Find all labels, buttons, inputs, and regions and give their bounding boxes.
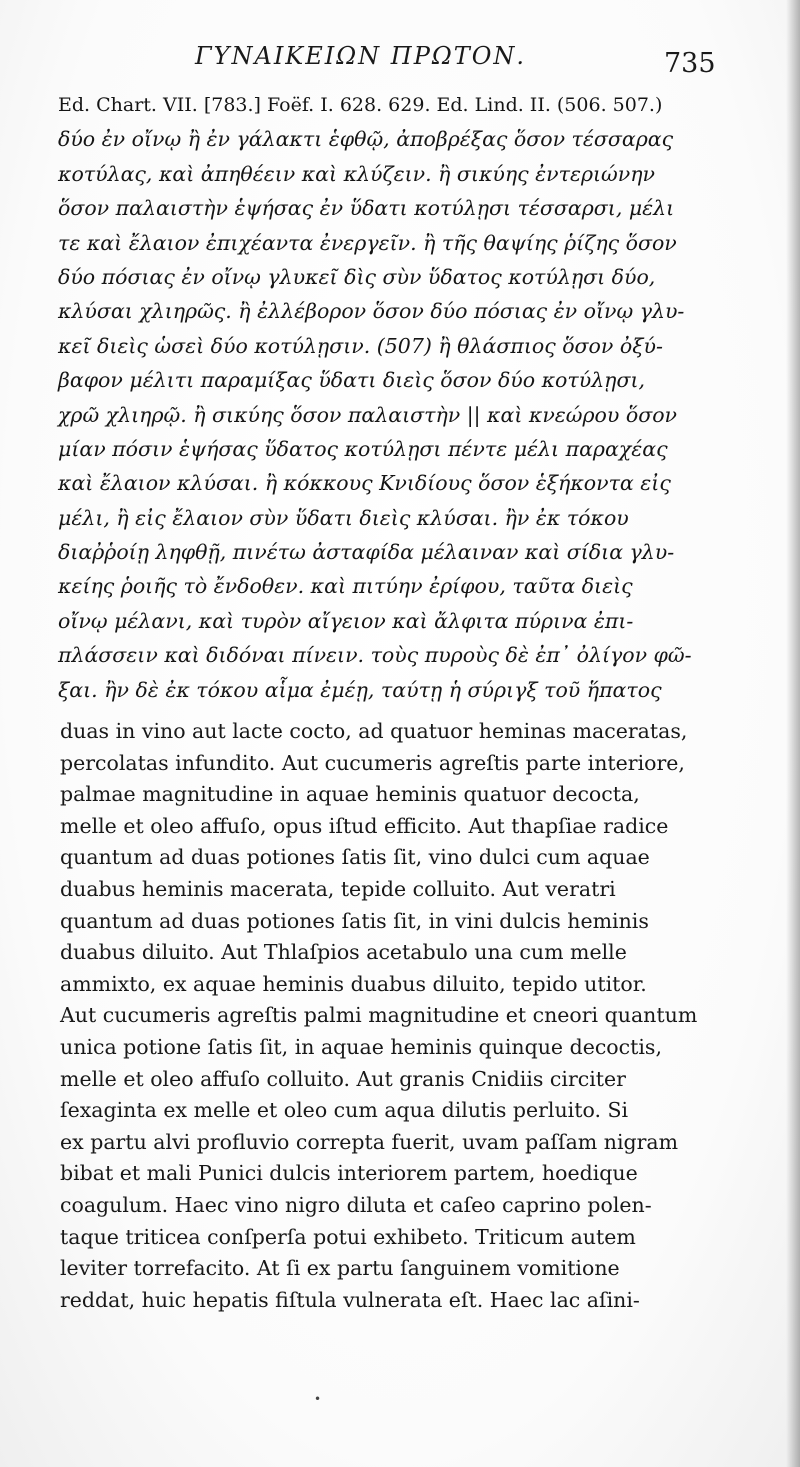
print-speck: • bbox=[314, 1392, 322, 1406]
latin-line: Aut cucumeris agreſtis palmi magnitudine et cneori quantum bbox=[60, 1003, 698, 1028]
greek-line: μέλι, ἢ εἰς ἔλαιον σὺν ὕδατι διεὶς κλύσαι. ἢν ἐκ τόκου bbox=[58, 505, 629, 530]
greek-line: διαῤῥοίῃ ληφθῇ, πινέτω ἀσταφίδα μέλαιναν καὶ σίδια γλυ- bbox=[58, 540, 675, 565]
latin-line: duas in vino aut lacte cocto, ad quatuor heminas maceratas, bbox=[60, 719, 688, 743]
latin-line: leviter torrefacito. At ſi ex partu ſanguinem vomitione bbox=[60, 1256, 620, 1281]
greek-line: καὶ ἔλαιον κλύσαι. ἢ κόκκους Κνιδίους ὅσον ἑξήκοντα εἰς bbox=[58, 471, 671, 496]
greek-line: οἴνῳ μέλανι, καὶ τυρὸν αἴγειον καὶ ἄλφιτα πύρινα ἐπι- bbox=[58, 608, 634, 633]
latin-line: ammixto, ex aquae heminis duabus diluito, tepido utitor. bbox=[60, 971, 647, 996]
greek-line: μίαν πόσιν ἑψήσας ὕδατος κοτύλῃσι πέντε μέλι παραχέας bbox=[58, 436, 668, 461]
latin-line: duabus heminis macerata, tepide colluito. Aut veratri bbox=[60, 876, 616, 901]
greek-text-block bbox=[58, 88, 738, 707]
latin-line: unica potione ſatis ſit, in aquae heminis quinque decoctis, bbox=[60, 1034, 662, 1059]
latin-line: quantum ad duas potiones ſatis ſit, vino dulci cum aquae bbox=[60, 845, 650, 870]
greek-line: βαφον μέλιτι παραμίξας ὕδατι διεὶς ὅσον δύο κοτύλῃσι, bbox=[58, 368, 646, 393]
running-title: ΓΥΝΑΙΚΕΙΩΝ ΠΡΩΤΟΝ. bbox=[195, 42, 527, 70]
latin-line: melle et oleo affuſo, opus iſtud efficito. Aut thapſiae radice bbox=[60, 813, 669, 838]
latin-line: duabus diluito. Aut Thlaſpios acetabulo una cum melle bbox=[60, 940, 627, 965]
greek-line: ξαι. ἢν δὲ ἐκ τόκου αἷμα ἐμέῃ, ταύτῃ ἡ σύριγξ τοῦ ἥπατος bbox=[58, 677, 662, 702]
greek-line: χρῶ χλιηρῷ. ἢ σικύης ὅσον παλαιστὴν || καὶ κνεώρου ὅσον bbox=[58, 402, 678, 427]
greek-line: ὅσον παλαιστὴν ἑψήσας ἐν ὕδατι κοτύλῃσι τέσσαρσι, μέλι bbox=[58, 196, 675, 221]
greek-line: δύο ἐν οἴνῳ ἢ ἐν γάλακτι ἑφθῷ, ἀποβρέξας ὅσον τέσσαρας bbox=[58, 127, 674, 152]
greek-line: κείης ῥοιῆς τὸ ἔνδοθεν. καὶ πιτύην ἐρίφου, ταῦτα διεὶς bbox=[58, 574, 633, 599]
page-edge-shadow bbox=[786, 0, 800, 1467]
latin-line: melle et oleo affuſo colluito. Aut granis Cnidiis circiter bbox=[60, 1066, 626, 1091]
greek-line: δύο πόσιας ἐν οἴνῳ γλυκεῖ δὶς σὺν ὕδατος κοτύλῃσι δύο, bbox=[58, 264, 656, 289]
latin-line: percolatas infundito. Aut cucumeris agreſtis parte interiore, bbox=[60, 750, 685, 775]
greek-line: πλάσσειν καὶ διδόναι πίνειν. τοὺς πυροὺς δὲ ἐπ᾽ ὀλίγον φῶ- bbox=[58, 643, 692, 668]
greek-line: κεῖ διεὶς ὡσεὶ δύο κοτύλῃσιν. (507) ἢ θλάσπιος ὅσον ὀξύ- bbox=[58, 333, 663, 358]
greek-line: τε καὶ ἔλαιον ἐπιχέαντα ἐνεργεῖν. ἢ τῆς θαψίης ῥίζης ὅσον bbox=[58, 230, 677, 255]
latin-line: bibat et mali Punici dulcis interiorem partem, hoedique bbox=[60, 1161, 638, 1186]
latin-line: reddat, huic hepatis fiſtula vulnerata eſt. Haec lac aſini- bbox=[60, 1287, 640, 1312]
latin-text-block bbox=[60, 716, 740, 1316]
greek-line: κοτύλας, καὶ ἀπηθέειν καὶ κλύζειν. ἢ σικύης ἐντεριώνην bbox=[58, 161, 655, 186]
edition-reference-line: Ed. Chart. VII. [783.] Foëf. I. 628. 629. Ed. Lind. II. (506. 507.) bbox=[58, 94, 663, 116]
latin-line: ſexaginta ex melle et oleo cum aqua dilutis perluito. Si bbox=[60, 1098, 629, 1123]
greek-line: κλύσαι χλιηρῶς. ἢ ἐλλέβορον ὅσον δύο πόσιας ἐν οἴνῳ γλυ- bbox=[58, 299, 685, 324]
latin-line: quantum ad duas potiones ſatis ſit, in vini dulcis heminis bbox=[60, 908, 649, 933]
page-number: 735 bbox=[664, 48, 716, 79]
latin-line: taque triticea conſperſa potui exhibeto. Triticum autem bbox=[60, 1224, 636, 1249]
latin-line: ex partu alvi profluvio correpta fuerit, uvam paſſam nigram bbox=[60, 1129, 679, 1154]
latin-line: coagulum. Haec vino nigro diluta et caſeo caprino polen- bbox=[60, 1192, 652, 1217]
latin-line: palmae magnitudine in aquae heminis quatuor decocta, bbox=[60, 782, 640, 807]
